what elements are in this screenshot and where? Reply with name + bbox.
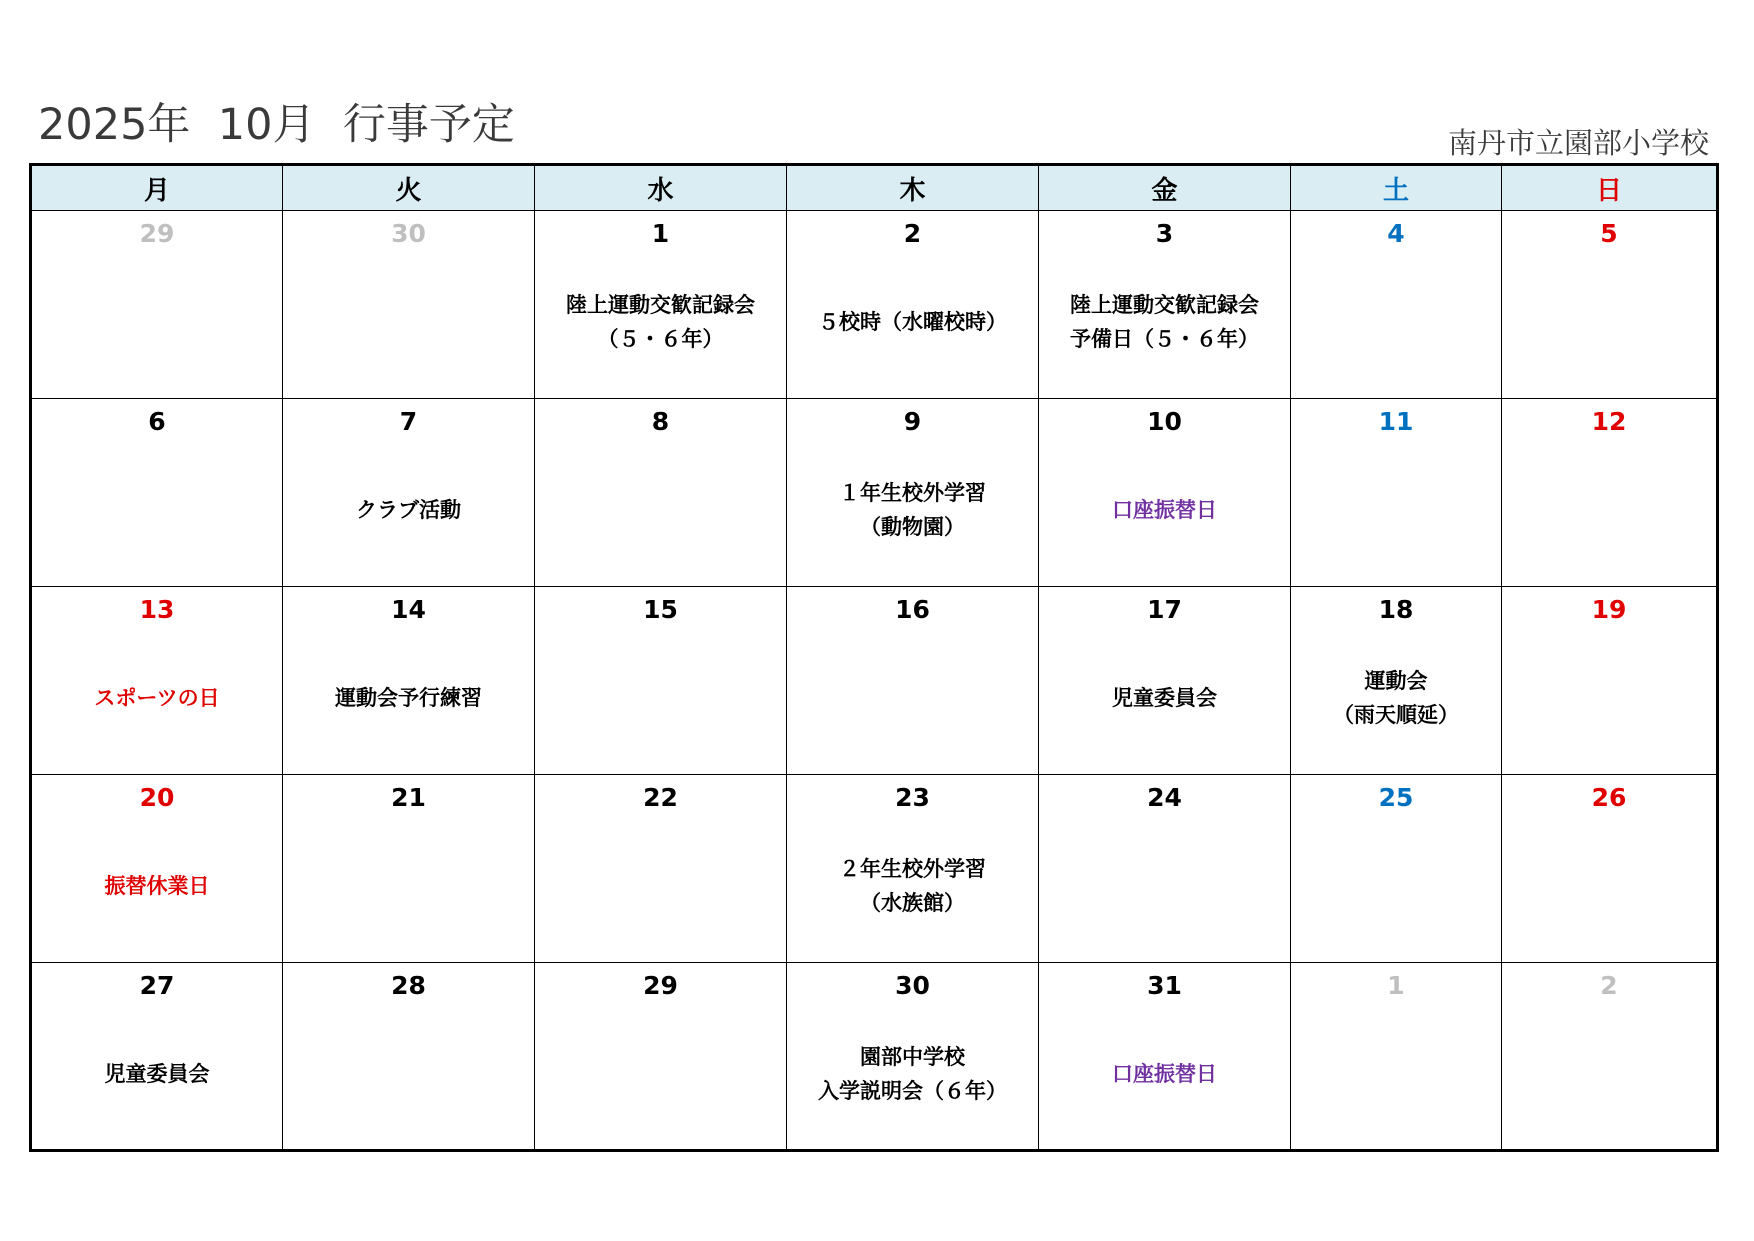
day-event: 陸上運動交歓記録会 （５・６年）	[566, 292, 755, 351]
day-number: 27	[139, 971, 175, 1000]
day-number: 15	[643, 595, 678, 624]
calendar-day-cell	[1502, 963, 1718, 1151]
day-event	[791, 643, 1034, 752]
day-event	[539, 643, 782, 752]
calendar-day-cell	[535, 587, 787, 775]
calendar-day-cell	[1039, 963, 1291, 1151]
day-number: 28	[391, 971, 426, 1000]
calendar-day-cell	[283, 211, 535, 399]
day-event: 児童委員会	[104, 1061, 210, 1086]
day-number: 31	[1147, 971, 1182, 1000]
calendar-day-cell	[1039, 399, 1291, 587]
day-event	[1506, 831, 1712, 940]
calendar-day-cell	[283, 399, 535, 587]
calendar-day-cell	[1291, 587, 1502, 775]
day-number: 17	[1147, 595, 1182, 624]
day-event: 運動会 （雨天順延）	[1333, 668, 1459, 727]
day-number: 5	[1600, 219, 1618, 248]
day-number: 11	[1378, 407, 1414, 436]
day-event: 陸上運動交歓記録会 予備日（５・６年）	[1070, 292, 1259, 351]
day-event: 口座振替日	[1112, 1061, 1217, 1086]
weekday-sat: 土	[1291, 165, 1502, 211]
weekday-wed: 水	[535, 165, 787, 211]
calendar-day-cell	[787, 211, 1039, 399]
calendar-day-cell	[787, 399, 1039, 587]
day-number: 30	[391, 219, 426, 248]
calendar-day-cell	[1502, 211, 1718, 399]
day-number: 13	[139, 595, 175, 624]
calendar-day-cell	[283, 775, 535, 963]
calendar-week-row	[31, 587, 1718, 775]
weekday-fri: 金	[1039, 165, 1291, 211]
day-event	[1506, 455, 1712, 564]
weekday-thu: 木	[787, 165, 1039, 211]
calendar-day-cell	[31, 211, 283, 399]
calendar-day-cell	[31, 963, 283, 1151]
calendar-grid	[29, 163, 1719, 1152]
day-number: 1	[1387, 971, 1405, 1000]
day-number: 10	[1147, 407, 1182, 436]
day-event	[1506, 1019, 1712, 1128]
calendar-day-cell	[535, 963, 787, 1151]
calendar-week-row	[31, 211, 1718, 399]
day-number: 6	[148, 407, 166, 436]
calendar-day-cell	[1502, 399, 1718, 587]
day-event	[539, 455, 782, 564]
calendar-day-cell	[31, 399, 283, 587]
day-number: 2	[1600, 971, 1618, 1000]
calendar-week-row	[31, 399, 1718, 587]
day-event: １年生校外学習 （動物園）	[839, 480, 986, 539]
calendar-day-cell	[31, 775, 283, 963]
day-event: ２年生校外学習 （水族館）	[839, 856, 986, 915]
day-event	[36, 455, 278, 564]
day-event: 園部中学校 入学説明会（６年）	[818, 1044, 1007, 1103]
day-event: 運動会予行練習	[335, 685, 482, 710]
weekday-mon: 月	[31, 165, 283, 211]
weekday-tue: 火	[283, 165, 535, 211]
day-number: 4	[1387, 219, 1405, 248]
day-event	[1295, 831, 1497, 940]
page-title: 2025年 10月 行事予定	[38, 100, 515, 150]
calendar-day-cell	[787, 775, 1039, 963]
day-event: スポーツの日	[94, 685, 220, 710]
day-number: 21	[391, 783, 426, 812]
day-number: 30	[895, 971, 930, 1000]
weekday-sun: 日	[1502, 165, 1718, 211]
day-event	[1506, 267, 1712, 376]
calendar-day-cell	[1291, 399, 1502, 587]
calendar-day-cell	[1291, 775, 1502, 963]
day-number: 24	[1147, 783, 1182, 812]
day-number: 14	[391, 595, 426, 624]
day-event: ５校時（水曜校時）	[818, 309, 1007, 334]
day-number: 20	[139, 783, 175, 812]
day-event: 口座振替日	[1112, 497, 1217, 522]
calendar-day-cell	[1291, 211, 1502, 399]
calendar-day-cell	[283, 963, 535, 1151]
day-number: 8	[651, 407, 670, 436]
day-event	[287, 831, 530, 940]
day-event	[1295, 1019, 1497, 1128]
day-event: クラブ活動	[356, 497, 461, 522]
day-number: 16	[895, 595, 930, 624]
calendar-day-cell	[535, 211, 787, 399]
day-number: 3	[1155, 219, 1174, 248]
weekday-header-row	[31, 165, 1718, 211]
calendar-day-cell	[1039, 211, 1291, 399]
day-event	[539, 831, 782, 940]
day-number: 29	[643, 971, 678, 1000]
day-event	[539, 1019, 782, 1128]
day-number: 12	[1591, 407, 1627, 436]
calendar-day-cell	[283, 587, 535, 775]
calendar-week-row	[31, 775, 1718, 963]
calendar-day-cell	[1502, 587, 1718, 775]
calendar-body	[31, 211, 1718, 1151]
day-event	[287, 1019, 530, 1128]
day-number: 9	[903, 407, 922, 436]
calendar-day-cell	[31, 587, 283, 775]
calendar-day-cell	[535, 399, 787, 587]
day-number: 23	[895, 783, 930, 812]
day-event	[287, 267, 530, 376]
calendar-day-cell	[787, 587, 1039, 775]
day-event	[1295, 267, 1497, 376]
day-number: 2	[903, 219, 922, 248]
day-number: 26	[1591, 783, 1627, 812]
calendar-day-cell	[1039, 587, 1291, 775]
day-event	[1043, 831, 1286, 940]
day-number: 18	[1378, 595, 1414, 624]
day-event	[1295, 455, 1497, 564]
calendar-day-cell	[787, 963, 1039, 1151]
calendar-day-cell	[1291, 963, 1502, 1151]
day-number: 19	[1591, 595, 1627, 624]
day-number: 25	[1378, 783, 1414, 812]
calendar-day-cell	[535, 775, 787, 963]
day-number: 29	[139, 219, 175, 248]
school-name: 南丹市立園部小学校	[1447, 126, 1709, 160]
day-number: 7	[399, 407, 418, 436]
day-event	[36, 267, 278, 376]
day-number: 1	[651, 219, 670, 248]
day-event	[1506, 643, 1712, 752]
day-event: 振替休業日	[104, 873, 210, 898]
day-number: 22	[643, 783, 678, 812]
calendar-day-cell	[1039, 775, 1291, 963]
day-event: 児童委員会	[1112, 685, 1217, 710]
calendar-week-row	[31, 963, 1718, 1151]
calendar-day-cell	[1502, 775, 1718, 963]
